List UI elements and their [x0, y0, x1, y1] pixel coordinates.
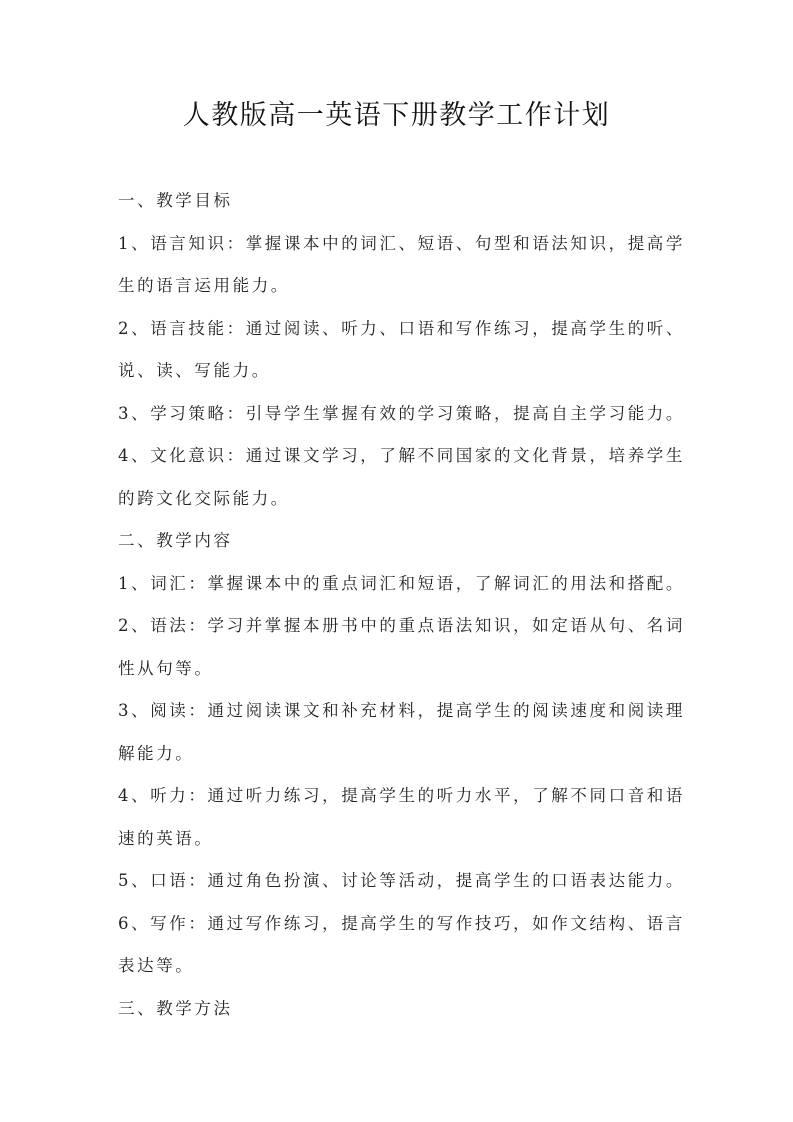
section-heading-methods: 三、教学方法	[118, 999, 233, 1018]
paragraph-line: 表达等。	[118, 956, 195, 975]
paragraph-line: 性从句等。	[118, 659, 214, 678]
paragraph-line: 2、语法：学习并掌握本册书中的重点语法知识，如定语从句、名词	[118, 616, 685, 635]
paragraph-line: 说、读、写能力。	[118, 361, 271, 380]
document-title: 人教版高一英语下册教学工作计划	[182, 100, 611, 131]
paragraph-line: 速的英语。	[118, 829, 214, 848]
paragraph-line: 4、听力：通过听力练习，提高学生的听力水平，了解不同口音和语	[118, 786, 685, 805]
paragraph-line: 生的语言运用能力。	[118, 276, 290, 295]
paragraph-line: 解能力。	[118, 744, 195, 763]
paragraph-line: 3、学习策略：引导学生掌握有效的学习策略，提高自主学习能力。	[118, 404, 685, 423]
paragraph-line: 的跨文化交际能力。	[118, 489, 290, 508]
paragraph-line: 1、语言知识：掌握课本中的词汇、短语、句型和语法知识，提高学	[118, 234, 685, 253]
section-heading-objectives: 一、教学目标	[118, 191, 233, 210]
paragraph-line: 2、语言技能：通过阅读、听力、口语和写作练习，提高学生的听、	[118, 319, 685, 338]
paragraph-line: 1、词汇：掌握课本中的重点词汇和短语，了解词汇的用法和搭配。	[118, 574, 685, 593]
section-heading-content: 二、教学内容	[118, 531, 233, 550]
paragraph-line: 4、文化意识：通过课文学习，了解不同国家的文化背景，培养学生	[118, 446, 685, 465]
paragraph-line: 5、口语：通过角色扮演、讨论等活动，提高学生的口语表达能力。	[118, 871, 685, 890]
paragraph-line: 6、写作：通过写作练习，提高学生的写作技巧，如作文结构、语言	[118, 914, 685, 933]
paragraph-line: 3、阅读：通过阅读课文和补充材料，提高学生的阅读速度和阅读理	[118, 701, 685, 720]
